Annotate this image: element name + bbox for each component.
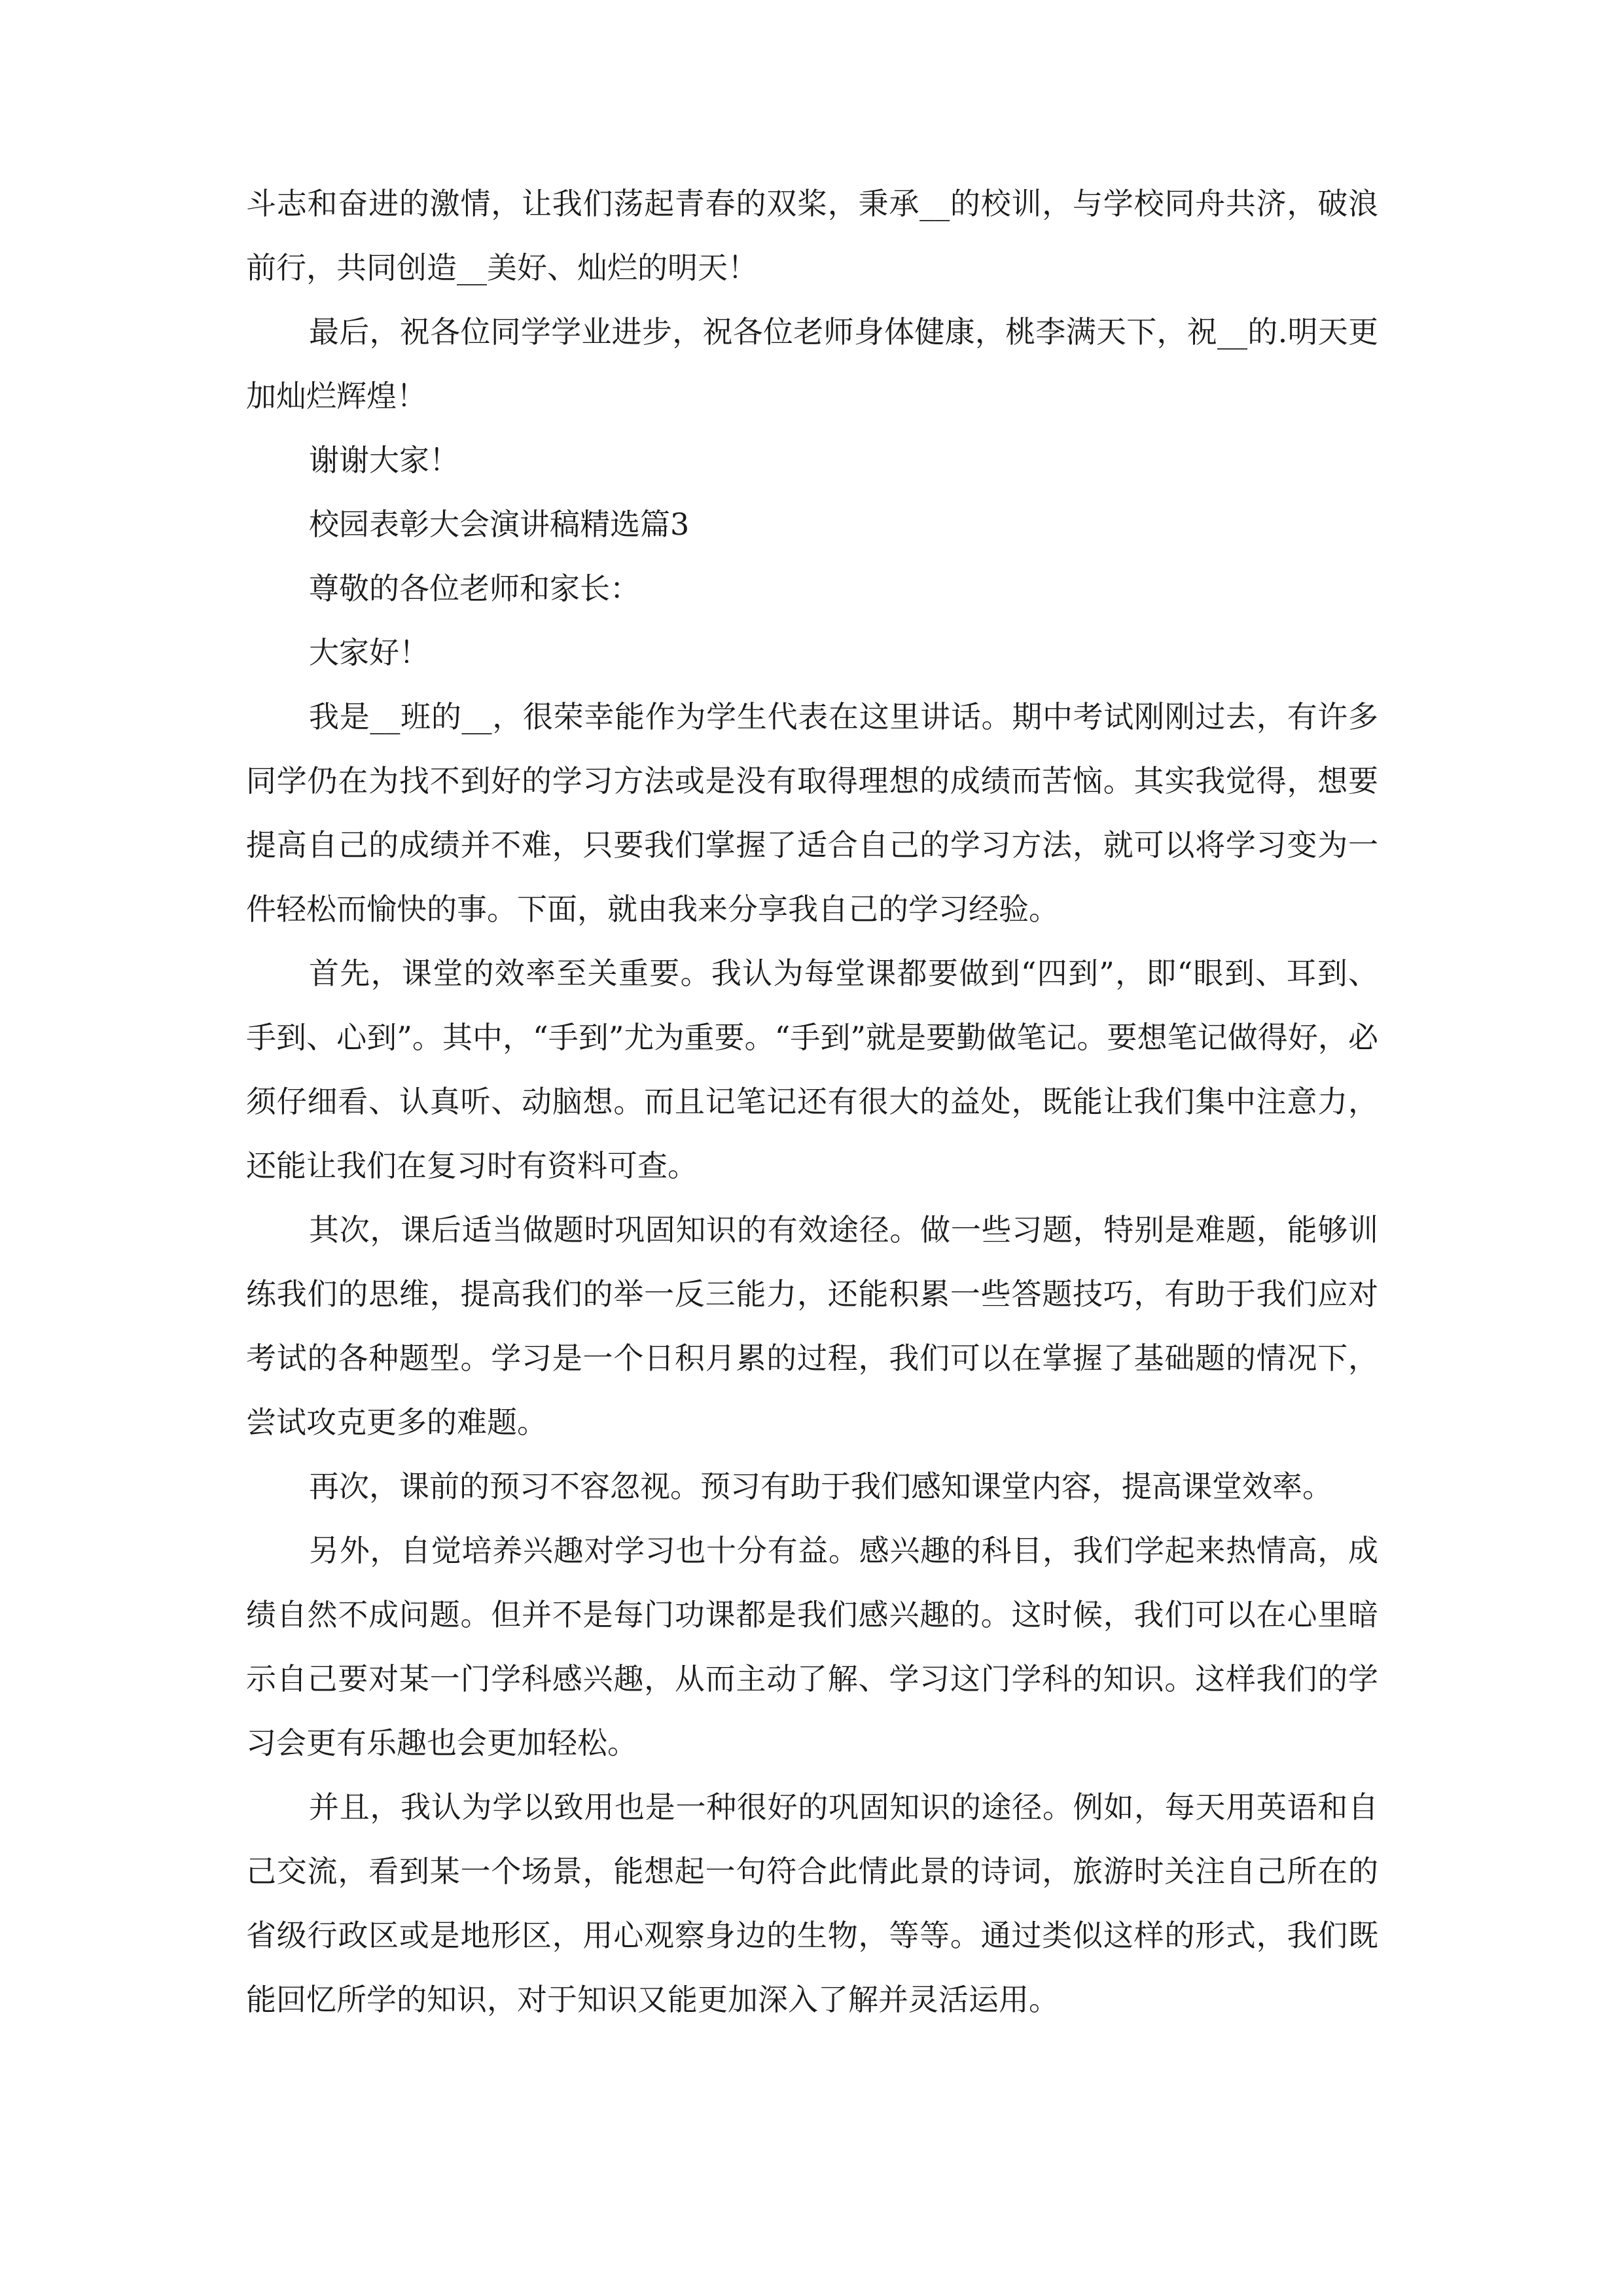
paragraph-first-point: 首先，课堂的效率至关重要。我认为每堂课都要做到“四到”，即“眼到、耳到、手到、心到”。其中，“手到”尤为重要。“手到”就是要勤做笔记。要想笔记做得好，必须仔细看、认真听、动脑想。而且记笔记还有很大的益处，既能让我们集中注意力，还能让我们在复习时有资料可查。	[246, 956, 1378, 1183]
salutation: 尊敬的各位老师和家长：	[309, 571, 640, 606]
paragraph-introduction: 我是__班的__，很荣幸能作为学生代表在这里讲话。期中考试刚刚过去，有许多同学仍在为找不到好的学习方法或是没有取得理想的成绩而苦恼。其实我觉得，想要提高自己的成绩并不难，只要我们掌握了适合自己的学习方法，就可以将学习变为一件轻松而愉快的事。下面，就由我来分享我自己的学习经验。	[246, 699, 1378, 927]
document-body	[246, 171, 1378, 2032]
paragraph-fourth-point: 另外，自觉培养兴趣对学习也十分有益。感兴趣的科目，我们学起来热情高，成绩自然不成问题。但并不是每门功课都是我们感兴趣的。这时候，我们可以在心里暗示自己要对某一门学科感兴趣，从而主动了解、学习这门学科的知识。这样我们的学习会更有乐趣也会更加轻松。	[246, 1533, 1378, 1761]
paragraph-closing-wishes: 最后，祝各位同学学业进步，祝各位老师身体健康，桃李满天下，祝__的.明天更加灿烂辉煌！	[246, 314, 1378, 414]
paragraph-second-point: 其次，课后适当做题时巩固知识的有效途径。做一些习题，特别是难题，能够训练我们的思维，提高我们的举一反三能力，还能积累一些答题技巧，有助于我们应对考试的各种题型。学习是一个日积月累的过程，我们可以在掌握了基础题的情况下，尝试攻克更多的难题。	[246, 1212, 1378, 1440]
paragraph-thanks: 谢谢大家！	[309, 442, 459, 478]
section-title: 校园表彰大会演讲稿精选篇3	[309, 507, 690, 542]
paragraph-continuation: 斗志和奋进的激情，让我们荡起青春的双桨，秉承__的校训，与学校同舟共济，破浪前行，共同创造__美好、灿烂的明天！	[246, 186, 1378, 285]
greeting: 大家好！	[309, 635, 429, 670]
paragraph-fifth-point: 并且，我认为学以致用也是一种很好的巩固知识的途径。例如，每天用英语和自己交流，看到某一个场景，能想起一句符合此情此景的诗词，旅游时关注自己所在的省级行政区或是地形区，用心观察身边的生物，等等。通过类似这样的形式，我们既能回忆所学的知识，对于知识又能更加深入了解并灵活运用。	[246, 1789, 1378, 2017]
paragraph-third-point: 再次，课前的预习不容忽视。预习有助于我们感知课堂内容，提高课堂效率。	[309, 1469, 1332, 1504]
